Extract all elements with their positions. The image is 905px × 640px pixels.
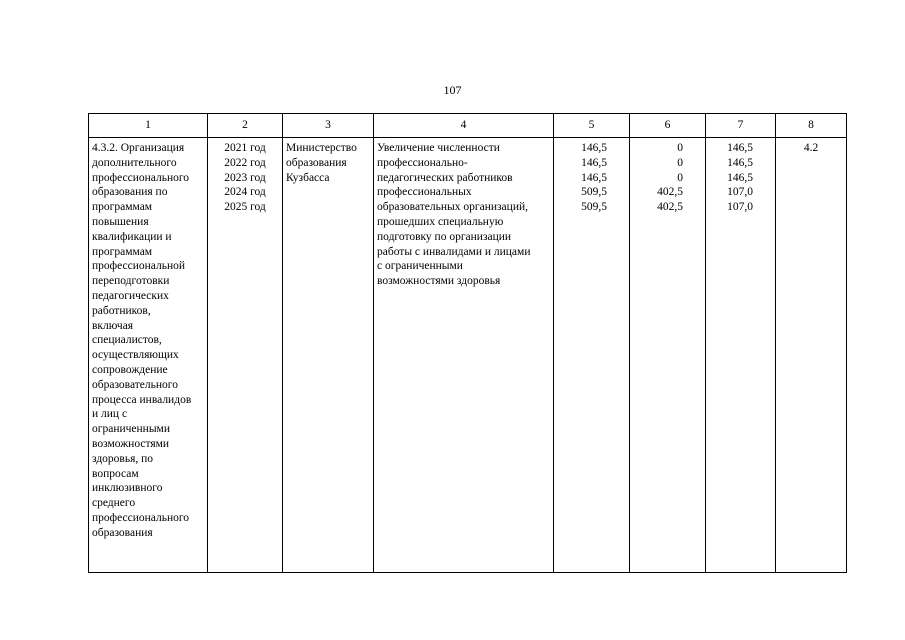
cell-line: профессионального [92, 171, 190, 184]
cell-line: 0 [677, 156, 683, 169]
cell-line: подготовку по организации [377, 230, 512, 243]
header-cell-5: 5 [554, 114, 630, 138]
cell-line: образования [92, 526, 153, 539]
cell-line: программам [92, 245, 153, 258]
cell-line: переподготовки [92, 275, 170, 288]
cell-line: здоровья, по [92, 452, 154, 465]
cell-line: 0 [677, 171, 683, 184]
cell-line: работы с инвалидами и лицами [377, 245, 531, 258]
cell-line: повышения [92, 215, 149, 228]
cell-line: дополнительного [92, 156, 177, 169]
table-row [89, 138, 847, 573]
col6-cell [630, 138, 706, 573]
cell-line: и лиц с [92, 408, 128, 421]
cell-line: образования [286, 156, 347, 169]
cell-line: образования по [92, 186, 168, 199]
cell-line: профессиональных [377, 186, 472, 199]
cell-line: осуществляющих [92, 349, 179, 362]
cell-line: 402,5 [657, 201, 683, 214]
page-number: 107 [443, 83, 462, 97]
cell-line: работников, [92, 304, 151, 317]
cell-line: 509,5 [581, 201, 607, 214]
col8-cell: 4.2 [776, 138, 847, 573]
years-cell [208, 138, 283, 573]
cell-line: с ограниченными [377, 260, 463, 273]
cell-line: Министерство [286, 142, 357, 154]
cell-line: прошедших специальную [377, 215, 504, 228]
cell-line: 146,5 [581, 171, 607, 184]
cell-line: возможностями здоровья [377, 275, 501, 288]
program-table [88, 113, 847, 573]
cell-line: сопровождение [92, 363, 168, 376]
cell-line: Увеличение численности [377, 142, 500, 154]
header-cell-3: 3 [283, 114, 374, 138]
cell-line: профессиональной [92, 260, 186, 273]
header-cell-4: 4 [374, 114, 554, 138]
cell-line: профессионального [92, 511, 190, 524]
cell-line: вопросам [92, 467, 139, 480]
header-cell-1: 1 [89, 114, 208, 138]
cell-line: специалистов, [92, 334, 162, 347]
cell-line: 509,5 [581, 186, 607, 199]
header-cell-7: 7 [706, 114, 776, 138]
col7-cell [706, 138, 776, 573]
cell-line: Кузбасса [286, 171, 330, 184]
cell-line: педагогических [92, 289, 169, 302]
indicator-cell [374, 138, 554, 573]
cell-line: 146,5 [727, 156, 753, 169]
cell-line: 4.3.2. Организация [92, 142, 185, 154]
cell-line: 146,5 [727, 142, 753, 154]
cell-line: 2023 год [224, 171, 266, 184]
cell-line: 107,0 [727, 186, 753, 199]
header-cell-8: 8 [776, 114, 847, 138]
cell-line: программам [92, 201, 153, 214]
header-cell-6: 6 [630, 114, 706, 138]
cell-line: 146,5 [727, 171, 753, 184]
table-header-row [89, 114, 847, 138]
cell-line: квалификации и [92, 230, 172, 243]
cell-line: 146,5 [581, 142, 607, 154]
cell-line: ограниченными [92, 423, 170, 436]
cell-line: процесса инвалидов [92, 393, 192, 406]
cell-line: включая [92, 319, 134, 332]
header-cell-2: 2 [208, 114, 283, 138]
cell-line: образовательного [92, 378, 178, 391]
cell-line: 2025 год [224, 201, 266, 214]
cell-line: профессионально- [377, 156, 468, 169]
cell-line: возможностями [92, 437, 170, 450]
cell-line: 2024 год [224, 186, 266, 199]
cell-line: 2021 год [224, 142, 266, 154]
cell-line: среднего [92, 497, 136, 510]
cell-line: 402,5 [657, 186, 683, 199]
cell-line: 107,0 [727, 201, 753, 214]
cell-line: педагогических работников [377, 171, 513, 184]
cell-line: 146,5 [581, 156, 607, 169]
cell-line: 2022 год [224, 156, 266, 169]
cell-line: инклюзивного [92, 482, 163, 495]
col5-cell [554, 138, 630, 573]
cell-line: 0 [677, 142, 683, 154]
executor-cell [283, 138, 374, 573]
cell-line: образовательных организаций, [377, 201, 528, 214]
activity-cell [89, 138, 208, 573]
